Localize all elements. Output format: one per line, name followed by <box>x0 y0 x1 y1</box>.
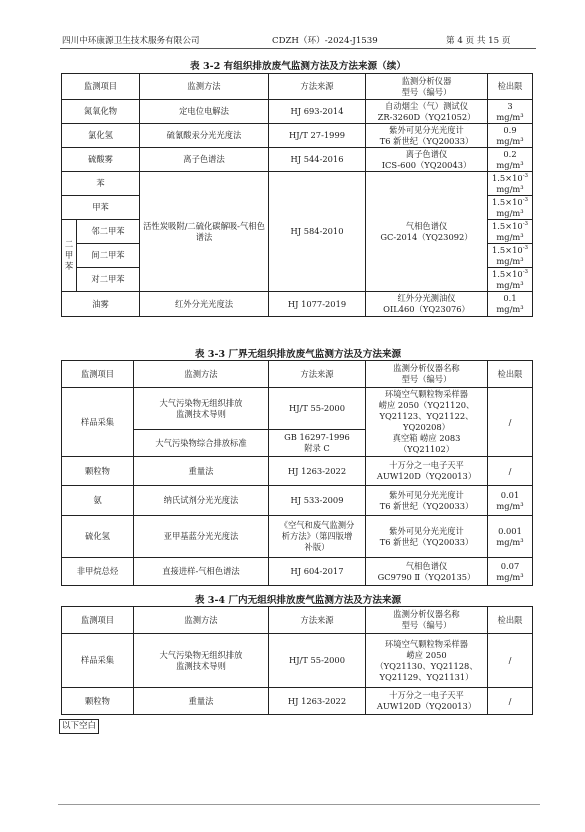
cell-method: 纳氏试剂分光光度法 <box>134 486 269 516</box>
header-source: 方法来源 <box>269 361 366 388</box>
cell-limit: 0.07 mg/m³ <box>488 558 533 586</box>
table-row <box>62 292 533 317</box>
cell-limit: $1.5\times 10^{-3}$ mg/m³ <box>488 244 533 268</box>
header-item: 监测项目 <box>62 361 134 388</box>
cell-instrument: 十万分之一电子天平 AUW120D（YQ20013） <box>366 457 488 486</box>
cell-source: GB 16297-1996 附录 C <box>269 430 366 457</box>
cell-method: 重量法 <box>134 688 269 715</box>
cell-instrument: 紫外可见分光光度计 T6 新世纪（YQ20033） <box>366 486 488 516</box>
table-row <box>62 558 533 586</box>
table-row <box>62 172 533 196</box>
cell-instrument: 十万分之一电子天平 AUW120D（YQ20013） <box>366 688 488 715</box>
table-row <box>62 148 533 172</box>
cell-method: 离子色谱法 <box>140 148 269 172</box>
cell-source: HJ 1263-2022 <box>269 457 366 486</box>
cell-limit: / <box>488 634 533 688</box>
table-3-3 <box>61 360 533 586</box>
table-3-4-title: 表 3-4 厂内无组织排放废气监测方法及方法来源 <box>194 595 402 606</box>
cell-limit: / <box>488 688 533 715</box>
cell-instrument: 自动烟尘（气）测试仪 ZR-3260D（YQ21052） <box>366 100 488 124</box>
cell-item: 邻二甲苯 <box>77 220 140 244</box>
cell-instrument: 气相色谱仪 GC-2014（YQ23092） <box>366 172 488 292</box>
cell-item: 甲苯 <box>62 196 140 220</box>
cell-instrument: 红外分光测油仪 OIL460（YQ23076） <box>366 292 488 317</box>
table-row <box>62 124 533 148</box>
cell-method: 直接进样-气相色谱法 <box>134 558 269 586</box>
header-method: 监测方法 <box>134 607 269 634</box>
cell-source: HJ 584-2010 <box>269 172 366 292</box>
cell-instrument: 环境空气颗粒物采样器 崂应 2050 （YQ21130、YQ21128、 YQ21129、YQ21131） <box>366 634 488 688</box>
cell-limit: $1.5\times 10^{-3}$ mg/m³ <box>488 220 533 244</box>
table-row <box>62 457 533 486</box>
page-header <box>62 34 532 48</box>
cell-method: 重量法 <box>134 457 269 486</box>
cell-limit: 0.1 mg/m³ <box>488 292 533 317</box>
table-3-2 <box>61 73 533 317</box>
cell-source: HJ/T 55-2000 <box>269 634 366 688</box>
table-row <box>62 486 533 516</box>
cell-item: 苯 <box>62 172 140 196</box>
page-number: 第 4 页 共 15 页 <box>446 36 511 46</box>
cell-limit: / <box>488 457 533 486</box>
cell-source: HJ 533-2009 <box>269 486 366 516</box>
cell-source: HJ/T 27-1999 <box>269 124 366 148</box>
header-limit: 检出限 <box>488 607 533 634</box>
cell-item: 硫酸雾 <box>62 148 140 172</box>
cell-source: HJ 544-2016 <box>269 148 366 172</box>
header-source: 方法来源 <box>269 74 366 100</box>
header-item: 监测项目 <box>62 607 134 634</box>
cell-item: 氯化氢 <box>62 124 140 148</box>
cell-limit: $1.5\times 10^{-3}$ mg/m³ <box>488 196 533 220</box>
cell-instrument: 离子色谱仪 ICS-600（YQ20043） <box>366 148 488 172</box>
cell-instrument: 紫外可见分光光度计 T6 新世纪（YQ20033） <box>366 516 488 558</box>
xylene-group-label: 二甲苯 <box>62 220 77 292</box>
header-limit: 检出限 <box>488 74 533 100</box>
header-instrument: 监测分析仪器 型号（编号） <box>366 74 488 100</box>
table-3-3-title: 表 3-3 厂界无组织排放废气监测方法及方法来源 <box>194 349 402 360</box>
table-3-4 <box>61 606 533 715</box>
cell-item: 样品采集 <box>62 634 134 688</box>
cell-item: 硫化氢 <box>62 516 134 558</box>
cell-limit: 0.2 mg/m³ <box>488 148 533 172</box>
table-header-row <box>62 607 533 634</box>
header-divider <box>60 48 536 49</box>
cell-instrument: 环境空气颗粒物采样器 崂应 2050（YQ21120、 YQ21123、YQ21122、 YQ20208） 真空箱 崂应 2083（YQ21102） <box>366 388 488 457</box>
cell-method: 大气污染物无组织排放 监测技术导则 <box>134 634 269 688</box>
cell-limit: 0.01 mg/m³ <box>488 486 533 516</box>
cell-limit: $1.5\times 10^{-3}$ mg/m³ <box>488 268 533 292</box>
company-name: 四川中环康源卫生技术服务有限公司 <box>62 36 200 46</box>
report-number: CDZH（环）-2024-J1539 <box>272 36 378 46</box>
table-row <box>62 688 533 715</box>
cell-source: 《空气和废气监测分 析方法》（第四版增 补版） <box>269 516 366 558</box>
cell-item: 颗粒物 <box>62 457 134 486</box>
cell-source: HJ/T 55-2000 <box>269 388 366 430</box>
cell-source: HJ 604-2017 <box>269 558 366 586</box>
footer-divider <box>58 804 540 805</box>
header-source: 方法来源 <box>269 607 366 634</box>
cell-item: 颗粒物 <box>62 688 134 715</box>
table-3-2-title: 表 3-2 有组织排放废气监测方法及方法来源（续） <box>190 61 406 72</box>
cell-source: HJ 1077-2019 <box>269 292 366 317</box>
header-instrument: 监测分析仪器名称 型号（编号） <box>366 607 488 634</box>
table-row <box>62 100 533 124</box>
end-of-content-note: 以下空白 <box>59 719 99 734</box>
cell-source: HJ 1263-2022 <box>269 688 366 715</box>
cell-limit: 0.001 mg/m³ <box>488 516 533 558</box>
table-row <box>62 634 533 688</box>
cell-instrument: 气相色谱仪 GC9790 Ⅱ（YQ20135） <box>366 558 488 586</box>
header-method: 监测方法 <box>140 74 269 100</box>
cell-item: 对二甲苯 <box>77 268 140 292</box>
cell-method: 大气污染物无组织排放 监测技术导则 <box>134 388 269 430</box>
cell-item: 样品采集 <box>62 388 134 457</box>
cell-method: 大气污染物综合排放标准 <box>134 430 269 457</box>
header-item: 监测项目 <box>62 74 140 100</box>
header-limit: 检出限 <box>488 361 533 388</box>
cell-method: 活性炭吸附/二硫化碳解吸-气相色谱法 <box>140 172 269 292</box>
table-row <box>62 388 533 430</box>
cell-method: 定电位电解法 <box>140 100 269 124</box>
cell-limit: 0.9 mg/m³ <box>488 124 533 148</box>
table-row <box>62 516 533 558</box>
cell-item: 氨 <box>62 486 134 516</box>
cell-method: 亚甲基蓝分光光度法 <box>134 516 269 558</box>
header-instrument: 监测分析仪器名称 型号（编号） <box>366 361 488 388</box>
header-method: 监测方法 <box>134 361 269 388</box>
cell-limit: 3 mg/m³ <box>488 100 533 124</box>
cell-item: 油雾 <box>62 292 140 317</box>
cell-limit: $1.5\times 10^{-3}$ mg/m³ <box>488 172 533 196</box>
cell-source: HJ 693-2014 <box>269 100 366 124</box>
table-header-row <box>62 361 533 388</box>
cell-item: 氮氧化物 <box>62 100 140 124</box>
cell-limit: / <box>488 388 533 457</box>
cell-instrument: 紫外可见分光光度计 T6 新世纪（YQ20033） <box>366 124 488 148</box>
cell-method: 红外分光光度法 <box>140 292 269 317</box>
cell-item: 间二甲苯 <box>77 244 140 268</box>
table-header-row <box>62 74 533 100</box>
cell-item: 非甲烷总烃 <box>62 558 134 586</box>
cell-method: 硫氰酸汞分光光度法 <box>140 124 269 148</box>
